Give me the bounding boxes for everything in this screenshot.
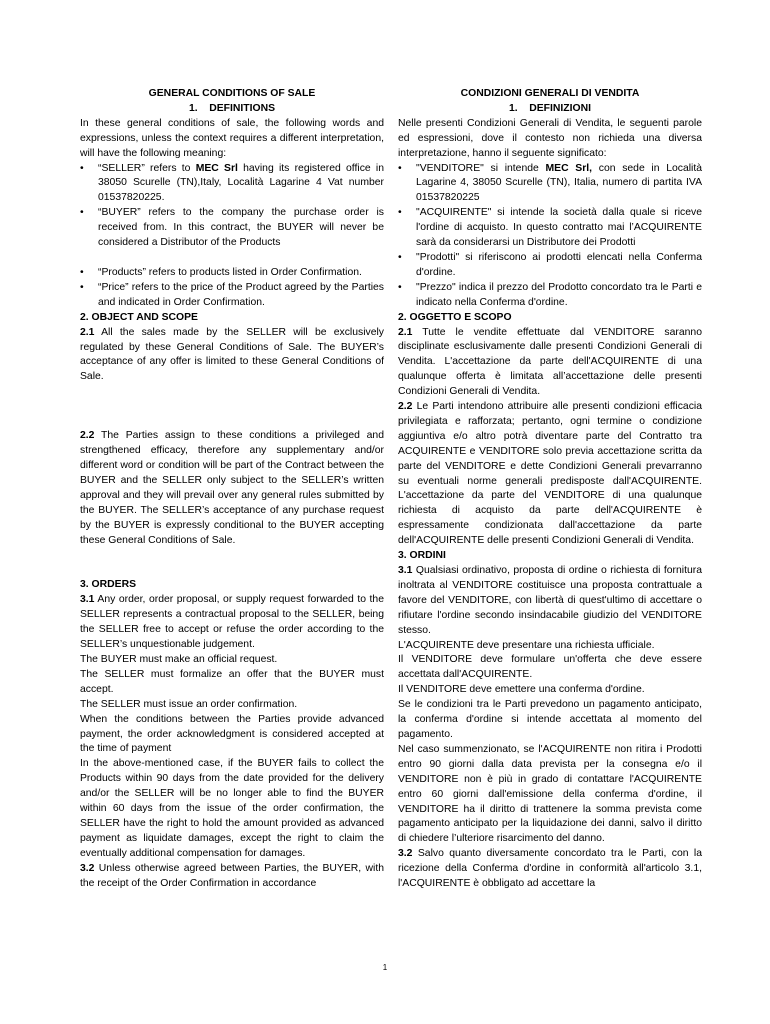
bullet-icon: • [80,281,84,293]
definition-products: • “Products” refers to products listed in Order Confirmation. [80,266,384,281]
italian-title: CONDIZIONI GENERALI DI VENDITA [460,88,640,99]
paragraph-advance-payment: When the conditions between the Parties provide advanced payment, the order acknowledgment is considered accepted at the time of payment [80,713,384,755]
definizione-venditore: • "VENDITORE" si intende MEC Srl, con sede in Località Lagarine 4, 38050 Scurelle (TN), Italia, numero di partita IVA 01537820225 [398,162,703,204]
page-number: 1 [382,963,388,972]
paragrafo-pagamento-anticipato: Se le condizioni tra le Parti prevedono un pagamento anticipato, la conferma d'ordine si intende accettata al momento del pagamento. [398,699,702,740]
bullet-icon: • [80,207,84,219]
italian-column [398,87,702,892]
english-column [80,87,384,892]
bullet-icon: • [398,162,402,174]
definizioni-intro: Nelle presenti Condizioni Generali di Vendita, le seguenti parole ed espressioni, dove il contesto non richieda una diversa interpretazione, hanno il seguente significato: [398,117,702,159]
paragrafo-conferma: Il VENDITORE deve emettere una conferma d'ordine. [398,684,645,696]
bullet-icon: • [398,251,402,263]
clause-2-2: 2.2 The Parties assign to these conditions a privileged and strengthened efficacy, therefore any supplementary and/or different word or condition will be part of the Contract between the BUYER and the SELLER only subject to the SELLER’s written approval and they will prevail over any general rules submitted by the BUYER. The SELLER’s acceptance of any purchase request by the BUYER is expressly conditional to the BUYER accepting these General Conditions of Sale. [80,430,384,546]
bullet-icon: • [80,266,84,278]
company-name: MEC Srl, [545,162,593,174]
definitions-intro: In these general conditions of sale, the following words and expressions, unless the context requires a different interpretation, will have the following meaning: [80,117,384,159]
section-1-heading: 1. DEFINITIONS [188,102,276,114]
bullet-icon: • [80,162,84,174]
paragraph-confirmation: The SELLER must issue an order confirmation. [80,698,298,710]
sezione-1-heading: 1. DEFINIZIONI [509,102,591,114]
bullet-icon: • [398,207,402,219]
clausola-2-1: 2.1 Tutte le vendite effettuate dal VENDITORE saranno disciplinate esclusivamente dalle presenti Condizioni Generali di Vendita. L'accettazione da parte dell'ACQUIRENTE di una qualunque offerta è limitata all’accettazione delle presenti Condizioni Generali di Vendita. [398,326,702,398]
clausola-3-1: 3.1 Qualsiasi ordinativo, proposta di ordine o richiesta di fornitura inoltrata al VENDITORE costituisce una proposta contrattuale a favore del VENDITORE, con libertà di quest'ultimo di accettare o rifiutare l'ordine secondo insindacabile giudizio del VENDITORE stesso. [398,565,702,636]
sezione-3-heading: 3. ORDINI [398,550,446,562]
paragraph-offer: The SELLER must formalize an offer that the BUYER must accept. [80,668,384,695]
paragrafo-richiesta: L'ACQUIRENTE deve presentare una richiesta ufficiale. [398,639,655,651]
paragrafo-mancato-ritiro: Nel caso summenzionato, se l'ACQUIRENTE non ritira i Prodotti entro 90 giorni dalla data prevista per la consegna e/o il VENDITORE non è più in grado di contattare l'ACQUIRENTE entro 60 giorni dall'emissione della conferma d'ordine, il VENDITORE ha il diritto di trattenere la somma prevista come pagamento anticipato per la liquidazione dei danni, salvo il diritto di chiedere l’ulteriore risarcimento del danno. [398,743,702,845]
company-name: MEC Srl [195,162,238,174]
clause-2-1: 2.1 All the sales made by the SELLER will be exclusively regulated by these General Conditions of Sale. The BUYER’s acceptance of any offer is limited to these General Conditions of Sale. [80,326,384,383]
definizione-acquirente: • "ACQUIRENTE" si intende la società dalla quale si riceve l'ordine di acquisto. In questo contratto mai l’ACQUIRENTE sarà da considerarsi un Distributore dei Prodotti [398,207,702,249]
clausola-2-2: 2.2 Le Parti intendono attribuire alle presenti condizioni efficacia privilegiata e rafforzata; pertanto, ogni termine o condizione aggiuntiva e/o altro potrà diventare parte del Contratto tra ACQUIRENTE e VENDITORE solo previa accettazione scritta da parte del VENDITORE e dette Condizioni Generali prevarranno su eventuali norme generali predisposte dall'ACQUIRENTE. L'accettazione da parte del VENDITORE di una qualunque richiesta di acquisto da parte dell'ACQUIRENTE è espressamente condizionata dall'accettazione da parte dell'ACQUIRENTE delle presenti Condizioni Generali di Vendita. [398,401,702,547]
definition-seller: • “SELLER” refers to MEC Srl having its registered office in 38050 Scurelle (TN),Italy, Località Lagarine 4 Vat number 01537820225. [80,162,384,204]
sezione-2-heading: 2. OGGETTO E SCOPO [398,311,512,323]
section-2-heading: 2. OBJECT AND SCOPE [80,311,198,323]
definition-buyer: • “BUYER” refers to the company the purchase order is received from. In this contract, the BUYER will never be considered a Distributor of the Products [80,207,384,249]
english-title: GENERAL CONDITIONS OF SALE [148,88,316,99]
section-3-heading: 3. ORDERS [80,579,137,591]
clause-3-1: 3.1 Any order, order proposal, or supply request forwarded to the SELLER represents a contractual proposal to the SELLER, being the SELLER free to accept or refuse the order according to the SELLER’s unquestionable judgement. [80,594,384,651]
definizione-prodotti: • "Prodotti" si riferiscono ai prodotti elencati nella Conferma d'ordine. [398,251,702,278]
definizione-prezzo: • "Prezzo" indica il prezzo del Prodotto concordato tra le Parti e indicato nella Conferma d'ordine. [398,281,702,308]
clausola-3-2: 3.2 Salvo quanto diversamente concordato tra le Parti, con la ricezione della Conferma d'ordine in conformità all'articolo 3.1, l'ACQUIRENTE è obbligato ad accettare la [398,848,702,890]
definition-price: • “Price” refers to the price of the Product agreed by the Parties and indicated in Order Confirmation. [80,281,384,308]
clause-3-2: 3.2 Unless otherwise agreed between Parties, the BUYER, with the receipt of the Order Confirmation in accordance [80,862,384,889]
paragraph-request: The BUYER must make an official request. [80,654,278,665]
bullet-icon: • [398,281,402,293]
paragrafo-offerta: Il VENDITORE deve formulare un'offerta che deve essere accettata dall'ACQUIRENTE. [398,654,702,681]
paragraph-failure: In the above-mentioned case, if the BUYER fails to collect the Products within 90 days from the date provided for the delivery and/or the SELLER will be no longer able to find the BUYER within 60 days from the issue of the order confirmation, the SELLER have the right to hold the amount provided as advanced payment as liquidate damages, except the right to claim the eventually additional compensation for damages. [80,758,384,859]
